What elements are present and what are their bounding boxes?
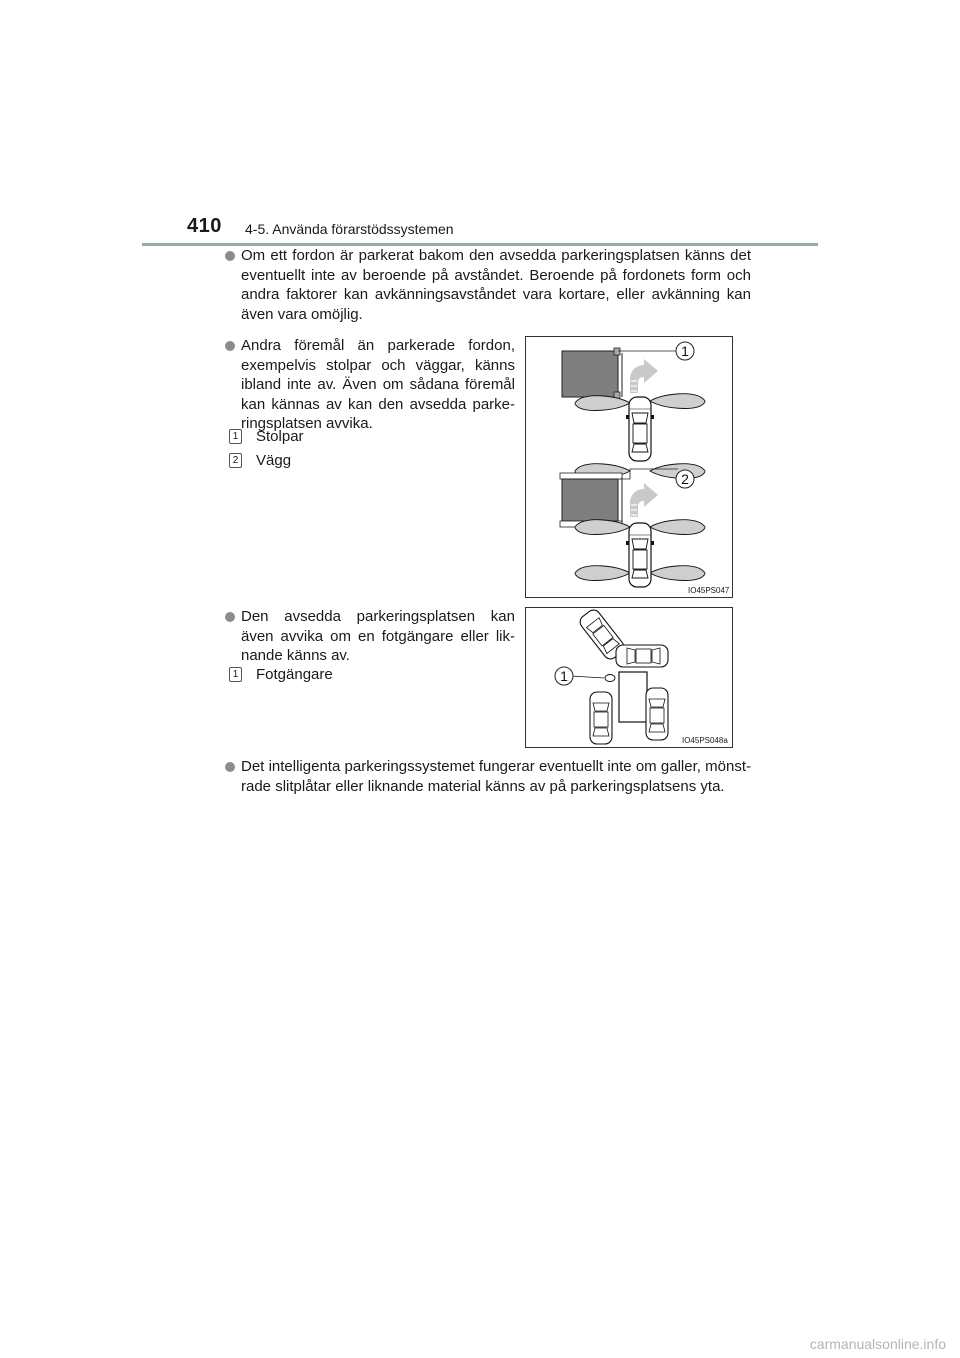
page-number: 410 (187, 215, 222, 237)
leader-line (571, 676, 604, 678)
paragraph-2: Andra föremål än parkerade fordon, exempelvis stolpar och väggar, känns ibland inte av. Även om sådana föremål kan kännas av kan den avsedda parke-ringsplatsen avvika. (241, 337, 515, 432)
bullet (225, 762, 235, 772)
legend-number: 2 (229, 453, 242, 468)
parking-slot (619, 672, 647, 722)
post-top (614, 348, 620, 355)
section-title: 4-5. Använda förarstödssystemen (245, 221, 454, 237)
parked-car-block (562, 351, 618, 397)
car-icon (646, 688, 668, 740)
figure-code: IO45PS048a (682, 736, 728, 745)
bullet (225, 612, 235, 622)
legend-label: Stolpar (256, 428, 304, 445)
callout-2: 2 (681, 471, 689, 487)
car-icon (626, 397, 654, 461)
arrow-icon (630, 483, 658, 517)
sensor-lobe (650, 566, 705, 581)
bullet (225, 251, 235, 261)
watermark: carmanualsonline.info (809, 1336, 946, 1352)
sensor-lobe (650, 394, 705, 409)
paragraph-4: Det intelligenta parkeringssystemet fungerar eventuellt inte om galler, mönst-rade slitplåtar eller liknande material känns av på parkeringsplatsens yta. (241, 758, 751, 795)
callout-1: 1 (681, 343, 689, 359)
sensor-lobe (650, 520, 705, 535)
figure-obstacles (525, 336, 733, 598)
sensor-lobe (575, 396, 630, 411)
legend-item-2 (229, 452, 291, 469)
legend-label: Vägg (256, 452, 292, 469)
wall-block (562, 479, 618, 521)
car-icon (626, 523, 654, 587)
paragraph-1: Om ett fordon är parkerat bakom den avsedda parkeringsplatsen känns det eventuellt inte av beroende på avståndet. Beroende på fordonets form och andra faktorer kan avkänningsavståndet vara kortare, eller avkänning kan även vara omöjlig. (241, 247, 751, 323)
legend-item-1 (229, 666, 333, 683)
figure-pedestrian (525, 607, 733, 748)
car-icon (616, 645, 668, 667)
sensor-lobe (575, 566, 630, 581)
callout-1: 1 (560, 668, 568, 684)
arrow-icon (630, 359, 658, 393)
legend-number: 1 (229, 429, 242, 444)
pedestrian-icon (605, 675, 615, 682)
car-icon (590, 692, 612, 744)
legend-item-1 (229, 428, 304, 445)
legend-number: 1 (229, 667, 242, 682)
wall-top (560, 473, 622, 479)
bullet (225, 341, 235, 351)
figure-code: IO45PS047 (688, 586, 730, 595)
legend-label: Fotgängare (256, 666, 333, 683)
paragraph-3: Den avsedda parkeringsplatsen kan även avvika om en fotgängare eller lik-nande känns av. (241, 608, 515, 664)
